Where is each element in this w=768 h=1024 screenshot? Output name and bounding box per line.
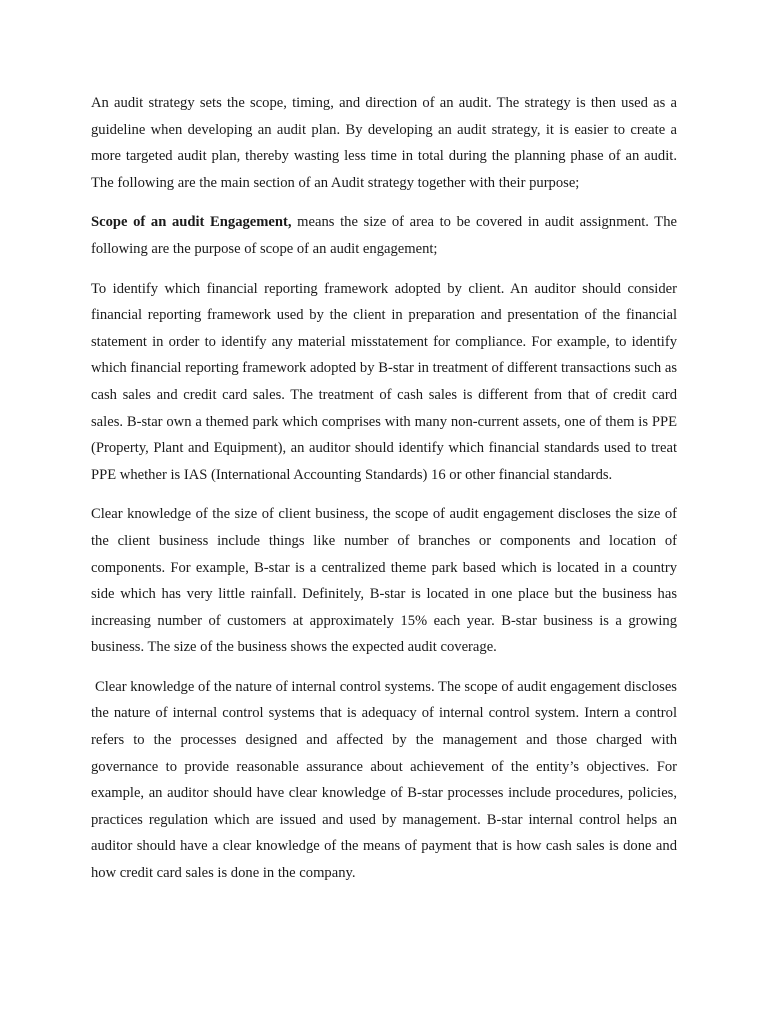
paragraph-scope-lead: Scope of an audit Engagement,: [91, 214, 292, 231]
paragraph-intro: An audit strategy sets the scope, timing, and direction of an audit. The strategy is then used as a guideline when developing an audit plan. By developing an audit strategy, it is easier to create a more targeted audit plan, thereby wasting less time in total during the planning phase of an audit. The following are the main section of an Audit strategy together with their purpose;: [91, 95, 677, 191]
paragraph-framework: To identify which financial reporting framework adopted by client. An auditor should consider financial reporting framework used by the client in preparation and presentation of the financial statement in order to identify any material misstatement for compliance. For example, to identify which financial reporting framework adopted by B-star in treatment of different transactions such as cash sales and credit card sales. The treatment of cash sales is different from that of credit card sales. B-star own a themed park which comprises with many non-current assets, one of them is PPE (Property, Plant and Equipment), an auditor should identify which financial standards used to treat PPE whether is IAS (International Accounting Standards) 16 or other financial standards.: [91, 280, 677, 483]
paragraph-scope: [91, 209, 677, 262]
document-body: [91, 90, 677, 900]
paragraph-scope-text: means the size of area to be covered in audit assignment. The following are the purpose of scope of an audit engagement;: [91, 214, 677, 257]
paragraph-internal-control: Clear knowledge of the nature of internal control systems. The scope of audit engagement discloses the nature of internal control systems that is adequacy of internal control system. Intern a control refers to the processes designed and affected by the management and those charged with governance to provide reasonable assurance about achievement of the entity’s objectives. For example, an auditor should have clear knowledge of B-star processes include procedures, policies, practices regulation which are issued and used by management. B-star internal control helps an auditor should have a clear knowledge of the means of payment that is how cash sales is done and how credit card sales is done in the company.: [91, 678, 677, 882]
paragraph-business-size: Clear knowledge of the size of client business, the scope of audit engagement discloses the size of the client business include things like number of branches or components and location of components. For example, B-star is a centralized theme park based which is located in a country side which has very little rainfall. Definitely, B-star is located in one place but the business has increasing number of customers at approximately 15% each year. B-star business is a growing business. The size of the business shows the expected audit coverage.: [91, 506, 677, 656]
